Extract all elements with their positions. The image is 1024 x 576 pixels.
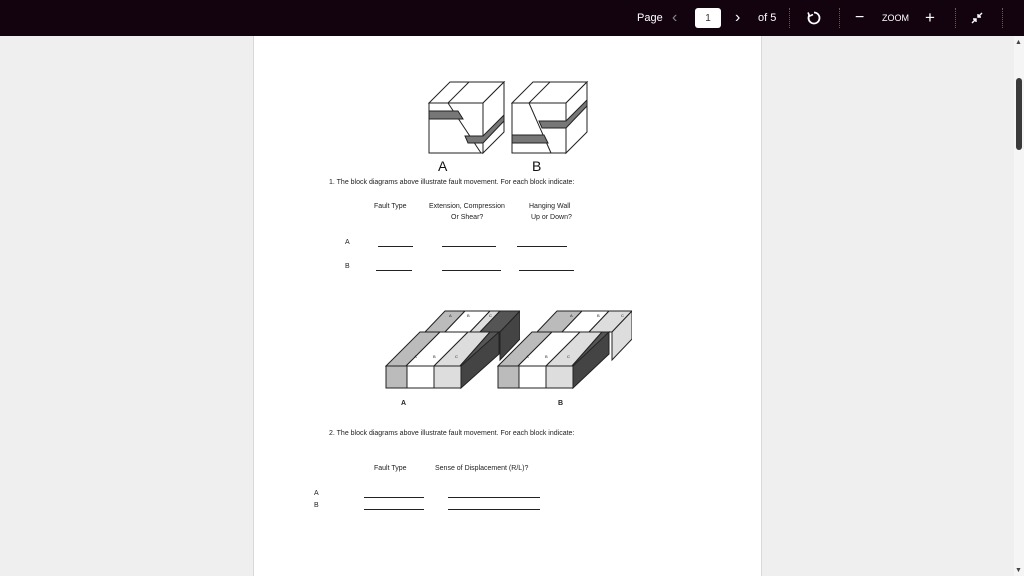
- divider: [955, 8, 956, 28]
- document-page: [253, 36, 762, 576]
- answer-blank[interactable]: [517, 246, 567, 247]
- answer-blank[interactable]: [442, 246, 496, 247]
- q2-row-a: A: [314, 490, 319, 497]
- divider: [1002, 8, 1003, 28]
- q1-col-fault-type: Fault Type: [374, 203, 407, 210]
- rotate-button[interactable]: [806, 0, 822, 36]
- answer-blank[interactable]: [448, 509, 540, 510]
- divider: [839, 8, 840, 28]
- q2-row-b: B: [314, 502, 319, 509]
- q1-row-a: A: [345, 239, 350, 246]
- scroll-down-icon[interactable]: ▼: [1015, 567, 1022, 574]
- collapse-button[interactable]: [970, 0, 984, 36]
- page-label: Page: [637, 12, 663, 24]
- page-count: of 5: [758, 12, 777, 24]
- answer-blank[interactable]: [519, 270, 574, 271]
- answer-blank[interactable]: [364, 497, 424, 498]
- fault-block-diagram-b: [511, 81, 591, 156]
- vertical-scrollbar[interactable]: [1014, 36, 1024, 576]
- q1-row-b: B: [345, 263, 350, 270]
- next-page-button[interactable]: ›: [735, 9, 741, 26]
- figure-label-a: A: [438, 158, 448, 174]
- zoom-out-button[interactable]: −: [855, 9, 865, 26]
- viewer-toolbar: [0, 0, 1024, 36]
- unit-label: C: [489, 313, 492, 318]
- scrollbar-thumb[interactable]: [1016, 78, 1022, 150]
- unit-label: A: [414, 354, 417, 359]
- answer-blank[interactable]: [376, 270, 412, 271]
- page-number-input[interactable]: 1: [695, 8, 721, 28]
- unit-label: C: [455, 354, 458, 359]
- unit-label: B: [597, 313, 600, 318]
- q2-col-fault-type: Fault Type: [374, 465, 407, 472]
- divider: [789, 8, 790, 28]
- unit-label: B: [545, 354, 548, 359]
- question-1-text: 1. The block diagrams above illustrate fault movement. For each block indicate:: [329, 179, 575, 186]
- figure-2-label-a: A: [401, 400, 407, 407]
- zoom-label: ZOOM: [882, 13, 909, 23]
- unit-label: A: [526, 354, 529, 359]
- unit-label: A: [449, 313, 452, 318]
- unit-label: B: [433, 354, 436, 359]
- q2-col-displacement: Sense of Displacement (R/L)?: [435, 465, 529, 472]
- figure-label-b: B: [532, 158, 542, 174]
- prev-page-button[interactable]: ‹: [672, 9, 678, 26]
- unit-label: C: [621, 313, 624, 318]
- q1-col-deformation-2: Or Shear?: [451, 214, 484, 221]
- q1-col-hanging-wall: Hanging Wall: [529, 203, 571, 210]
- answer-blank[interactable]: [378, 246, 413, 247]
- unit-label: A: [570, 313, 573, 318]
- answer-blank[interactable]: [448, 497, 540, 498]
- rotate-icon: [806, 10, 822, 26]
- zoom-in-button[interactable]: +: [925, 8, 935, 27]
- figure-2-label-b: B: [558, 400, 564, 407]
- answer-blank[interactable]: [442, 270, 501, 271]
- q1-col-hanging-wall-2: Up or Down?: [531, 214, 572, 221]
- q1-col-deformation: Extension, Compression: [429, 203, 505, 210]
- fault-block-diagram-a: [428, 81, 508, 156]
- scroll-up-icon[interactable]: ▲: [1015, 39, 1022, 46]
- question-2-text: 2. The block diagrams above illustrate fault movement. For each block indicate:: [329, 430, 575, 437]
- unit-label: C: [567, 354, 570, 359]
- unit-label: B: [467, 313, 470, 318]
- strike-slip-diagram-b: [497, 309, 632, 389]
- collapse-icon: [970, 11, 984, 25]
- answer-blank[interactable]: [364, 509, 424, 510]
